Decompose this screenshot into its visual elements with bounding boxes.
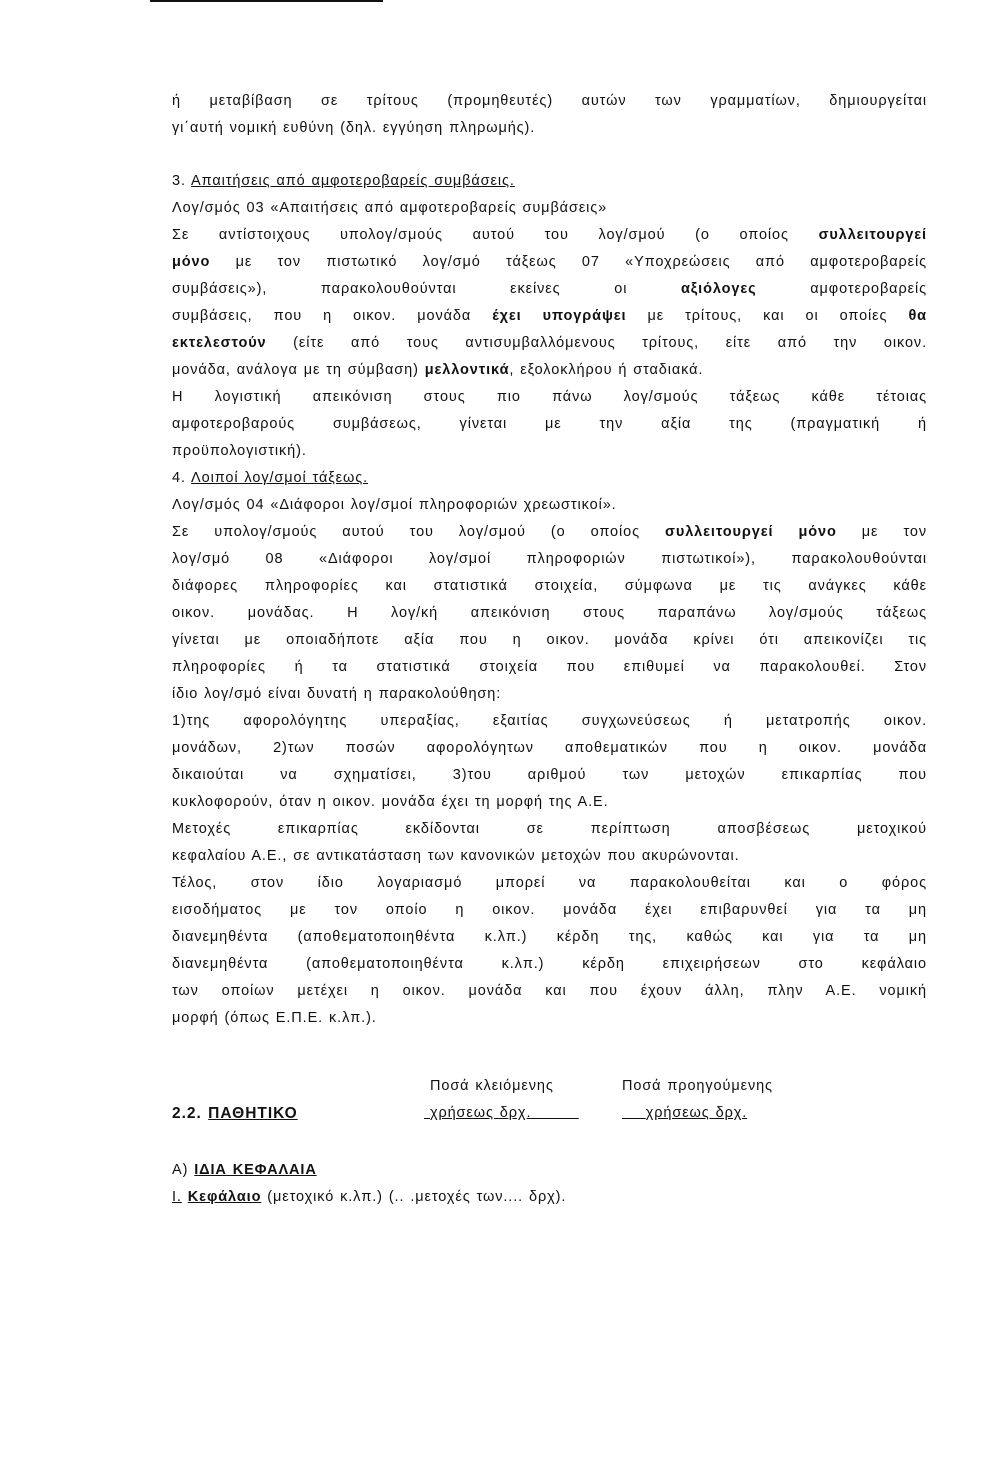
section-number: 2.2.	[172, 1105, 202, 1122]
text-line: γι΄αυτή νομική ευθύνη (δηλ. εγγύηση πληρωμής).	[172, 120, 536, 136]
section-title: Απαιτήσεις από αμφοτεροβαρείς συμβάσεις.	[191, 173, 515, 189]
text-line: των οποίων μετέχει η οικον. μονάδα και που έχουν άλλη, πλην Α.Ε. νομική	[172, 983, 927, 999]
capital-title: Κεφάλαιο	[187, 1189, 262, 1205]
text-line: μονάδα, ανάλογα με τη σύμβαση) μελλοντικά, εξολοκλήρου ή σταδιακά.	[172, 362, 704, 378]
current-year-unit: χρήσεως δρχ.	[429, 1105, 532, 1121]
text-line: συμβάσεις»), παρακολουθούνται εκείνες οι αξιόλογες αμφοτεροβαρείς	[172, 281, 927, 297]
text-line: μονάδων, 2)των ποσών αφορολόγητων αποθεματικών που η οικον. μονάδα	[172, 740, 927, 756]
document-page	[172, 88, 927, 1211]
text-line: οικον. μονάδας. Η λογ/κή απεικόνιση στους παραπάνω λογ/σμούς τάξεως	[172, 605, 927, 621]
liabilities-header	[172, 1073, 927, 1129]
text-line: δικαιούται να σχηματίσει, 3)του αριθμού των μετοχών επικαρπίας που	[172, 767, 927, 783]
previous-year-unit: χρήσεως δρχ.	[645, 1105, 748, 1121]
text-line: πληροφορίες ή τα στατιστικά στοιχεία που επιθυμεί να παρακολουθεί. Στον	[172, 659, 927, 675]
text-line: γίνεται με οποιαδήποτε αξία που η οικον. μονάδα κρίνει ότι απεικονίζει τις	[172, 632, 927, 648]
text-line: Η λογιστική απεικόνιση στους πιο πάνω λογ/σμούς τάξεως κάθε τέτοιας	[172, 389, 927, 405]
text-line: μόνο με τον πιστωτικό λογ/σμό τάξεως 07 «Υποχρεώσεις από αμφοτεροβαρείς	[172, 254, 927, 270]
capital-line	[172, 1184, 927, 1211]
current-year-header: Ποσά κλειόμενης	[430, 1078, 554, 1094]
section-3-heading	[172, 168, 927, 195]
text-line: συμβάσεις, που η οικον. μονάδα έχει υπογράψει με τρίτους, και οι οποίες θα	[172, 308, 927, 324]
text-line: κεφαλαίου Α.Ε., σε αντικατάσταση των κανονικών μετοχών που ακυρώνονται.	[172, 848, 740, 864]
text-line: Σε αντίστοιχους υπολογ/σμούς αυτού του λογ/σμού (ο οποίος συλλειτουργεί	[172, 227, 927, 243]
text-line: Μετοχές επικαρπίας εκδίδονται σε περίπτωση αποσβέσεως μετοχικού	[172, 821, 927, 837]
text-line: Λογ/σμός 03 «Απαιτήσεις από αμφοτεροβαρείς συμβάσεις»	[172, 200, 608, 216]
text-line: λογ/σμό 08 «Διάφοροι λογ/σμοί πληροφοριών πιστωτικοί»), παρακολουθούνται	[172, 551, 927, 567]
liabilities-section-heading	[172, 1100, 298, 1127]
text-line: εκτελεστούν (είτε από τους αντισυμβαλλόμενους τρίτους, είτε από την οικον.	[172, 335, 927, 351]
equity-label: Α)	[172, 1162, 189, 1178]
text-line: 1)της αφορολόγητης υπεραξίας, εξαιτίας συγχωνεύσεως ή μετατροπής οικον.	[172, 713, 927, 729]
text-line: αμφοτεροβαρούς συμβάσεως, γίνεται με την αξία της (πραγματική ή	[172, 416, 927, 432]
previous-year-header: Ποσά προηγούμενης	[622, 1078, 773, 1094]
equity-heading	[172, 1157, 927, 1184]
equity-title: ΙΔΙΑ ΚΕΦΑΛΑΙΑ	[194, 1162, 317, 1178]
text-line: Τέλος, στον ίδιο λογαριασμό μπορεί να παρακολουθείται και ο φόρος	[172, 875, 927, 891]
capital-description: (μετοχικό κ.λπ.) (.. .μετοχές των.... δρχ).	[261, 1189, 567, 1205]
text-line: Σε υπολογ/σμούς αυτού του λογ/σμού (ο οποίος συλλειτουργεί μόνο με τον	[172, 524, 927, 540]
text-line: μορφή (όπως Ε.Π.Ε. κ.λπ.).	[172, 1010, 377, 1026]
section-number: 4.	[172, 470, 186, 486]
section-number: 3.	[172, 173, 186, 189]
text-line: διανεμηθέντα (αποθεματοποιηθέντα κ.λπ.) κέρδη της, καθώς και για τα μη	[172, 929, 927, 945]
text-line: διανεμηθέντα (αποθεματοποιηθέντα κ.λπ.) κέρδη επιχειρήσεων στο κεφάλαιο	[172, 956, 927, 972]
capital-label: Ι.	[172, 1189, 182, 1205]
section-title: Λοιποί λογ/σμοί τάξεως.	[191, 470, 369, 486]
text-line: ίδιο λογ/σμό είναι δυνατή η παρακολούθηση:	[172, 686, 502, 702]
section-4-heading	[172, 465, 927, 492]
top-rule	[150, 0, 383, 2]
text-line: ή μεταβίβαση σε τρίτους (προμηθευτές) αυτών των γραμματίων, δημιουργείται	[172, 93, 927, 109]
text-line: διάφορες πληροφορίες και στατιστικά στοιχεία, σύμφωνα με τις ανάγκες κάθε	[172, 578, 927, 594]
text-line: εισοδήματος με τον οποίο η οικον. μονάδα έχει επιβαρυνθεί για τα μη	[172, 902, 927, 918]
text-line: Λογ/σμός 04 «Διάφοροι λογ/σμοί πληροφοριών χρεωστικοί».	[172, 497, 617, 513]
section-title: ΠΑΘΗΤΙΚΟ	[208, 1105, 298, 1122]
text-line: κυκλοφορούν, όταν η οικον. μονάδα έχει τη μορφή της Α.Ε.	[172, 794, 609, 810]
text-line: προϋπολογιστική).	[172, 443, 307, 459]
